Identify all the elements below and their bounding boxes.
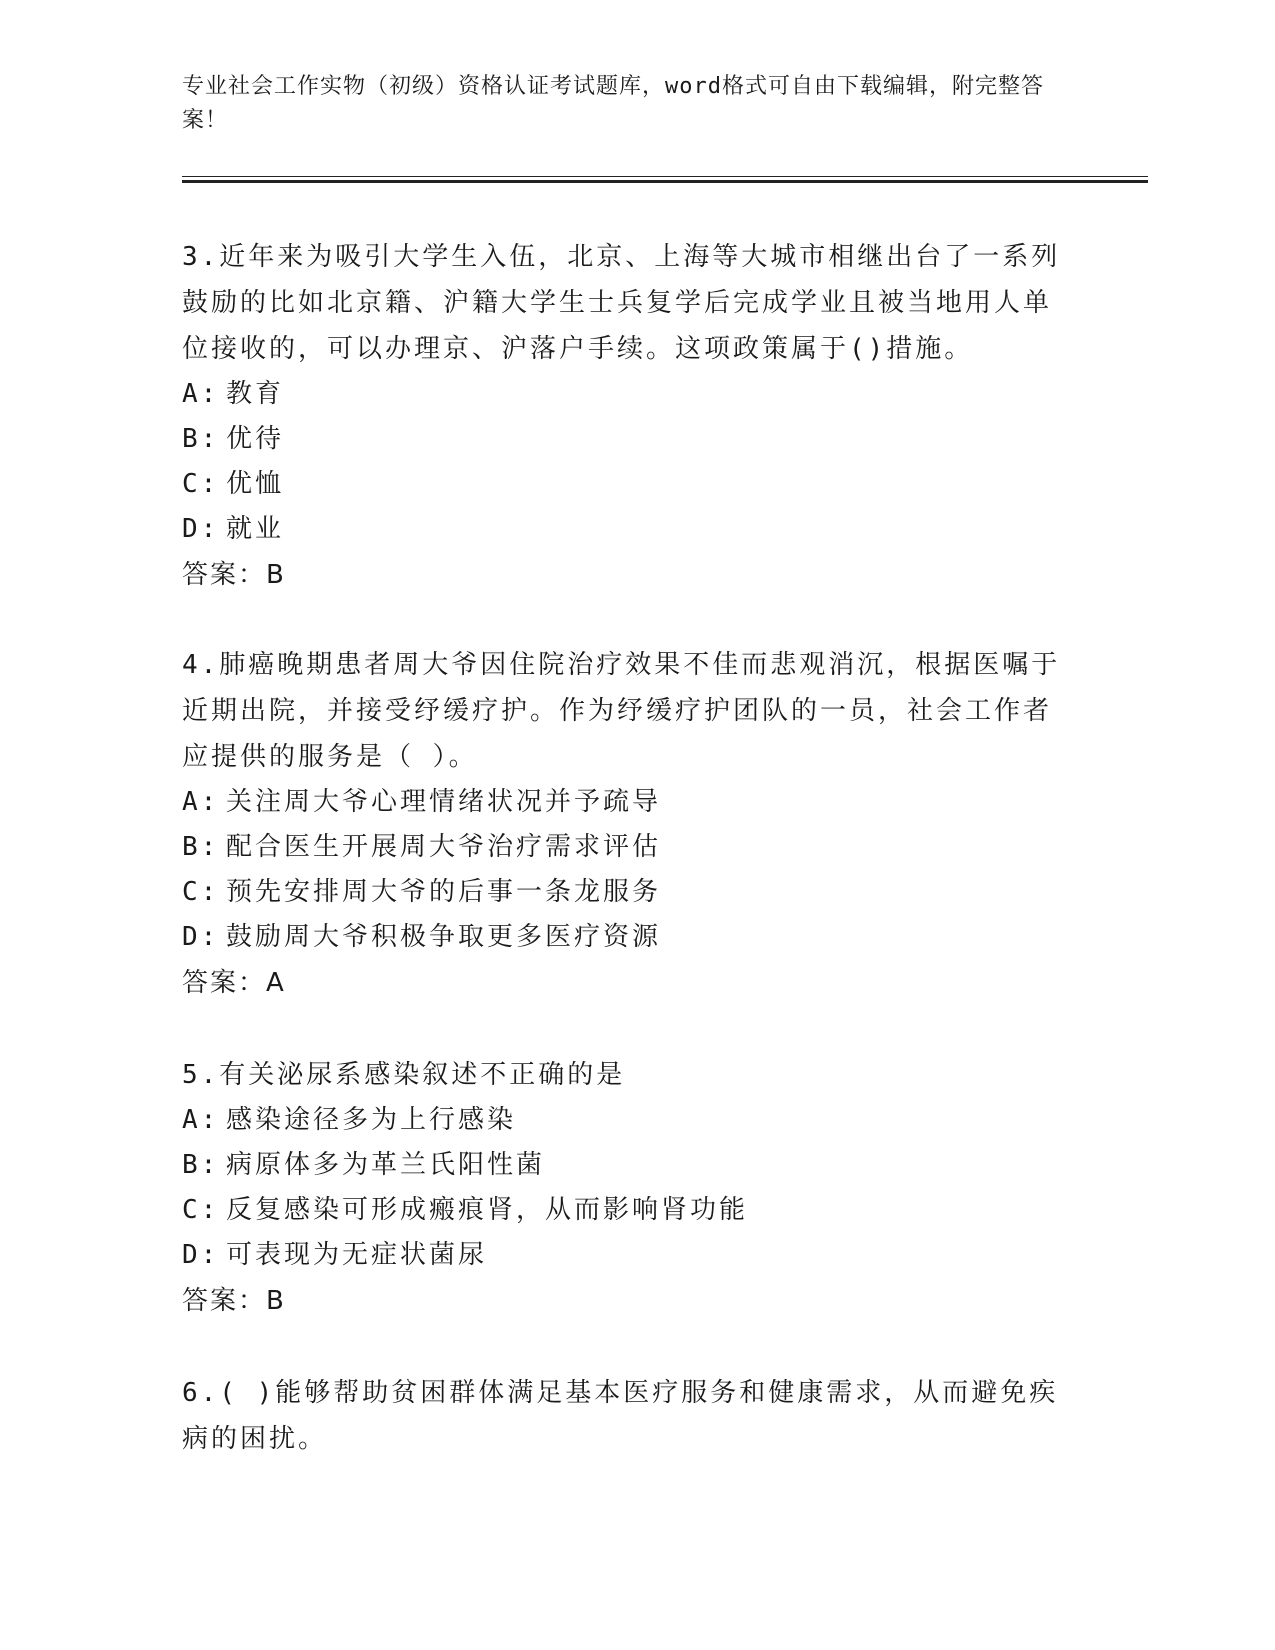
question-6 bbox=[182, 1370, 1062, 1462]
option-text: 反复感染可形成瘢痕肾，从而影响肾功能 bbox=[226, 1195, 749, 1225]
question-3-option-b bbox=[182, 417, 1062, 462]
question-5-option-a bbox=[182, 1098, 1062, 1143]
option-key: A: bbox=[182, 1105, 220, 1135]
question-5-option-c bbox=[182, 1188, 1062, 1233]
option-key: A: bbox=[182, 379, 220, 409]
option-text: 关注周大爷心理情绪状况并予疏导 bbox=[226, 787, 662, 817]
option-key: B: bbox=[182, 424, 220, 454]
option-text: 鼓励周大爷积极争取更多医疗资源 bbox=[226, 922, 662, 952]
option-key: C: bbox=[182, 877, 220, 907]
question-4-option-c bbox=[182, 870, 1062, 915]
document-header: 专业社会工作实物（初级）资格认证考试题库，word格式可自由下载编辑，附完整答案！ bbox=[182, 74, 1044, 133]
option-key: B: bbox=[182, 1150, 220, 1180]
question-3-option-c bbox=[182, 462, 1062, 507]
question-5-option-d bbox=[182, 1233, 1062, 1278]
question-5-text: 5.有关泌尿系感染叙述不正确的是 bbox=[182, 1060, 626, 1090]
option-text: 感染途径多为上行感染 bbox=[226, 1105, 517, 1135]
question-3-text: 3.近年来为吸引大学生入伍，北京、上海等大城市相继出台了一系列鼓励的比如北京籍、沪籍大学生士兵复学后完成学业且被当地用人单位接收的，可以办理京、沪落户手续。这项政策属于()措施。 bbox=[182, 242, 1061, 364]
option-text: 教育 bbox=[226, 379, 285, 409]
option-key: A: bbox=[182, 787, 220, 817]
option-key: C: bbox=[182, 1195, 220, 1225]
header-divider-thick bbox=[182, 180, 1148, 183]
question-3 bbox=[182, 234, 1062, 598]
option-text: 病原体多为革兰氏阳性菌 bbox=[226, 1150, 546, 1180]
question-4-option-b bbox=[182, 825, 1062, 870]
question-3-option-d bbox=[182, 507, 1062, 552]
option-key: D: bbox=[182, 922, 220, 952]
question-4-option-a bbox=[182, 780, 1062, 825]
option-text: 优待 bbox=[226, 424, 285, 454]
question-3-option-a bbox=[182, 372, 1062, 417]
question-3-answer: 答案：B bbox=[182, 560, 286, 590]
question-4-text: 4.肺癌晚期患者周大爷因住院治疗效果不佳而悲观消沉，根据医嘱于近期出院，并接受纾缓疗护。作为纾缓疗护团队的一员，社会工作者应提供的服务是（ ）。 bbox=[182, 650, 1061, 772]
question-4-answer: 答案：A bbox=[182, 968, 286, 998]
question-5 bbox=[182, 1052, 1062, 1324]
question-5-answer: 答案：B bbox=[182, 1286, 286, 1316]
option-key: C: bbox=[182, 469, 220, 499]
question-6-text: 6.( )能够帮助贫困群体满足基本医疗服务和健康需求，从而避免疾病的困扰。 bbox=[182, 1378, 1059, 1454]
option-text: 优恤 bbox=[226, 469, 285, 499]
option-text: 就业 bbox=[226, 514, 285, 544]
option-key: D: bbox=[182, 1240, 220, 1270]
question-5-option-b bbox=[182, 1143, 1062, 1188]
header-divider-thin bbox=[182, 176, 1148, 177]
question-4 bbox=[182, 642, 1062, 1006]
option-text: 配合医生开展周大爷治疗需求评估 bbox=[226, 832, 662, 862]
option-key: D: bbox=[182, 514, 220, 544]
option-text: 预先安排周大爷的后事一条龙服务 bbox=[226, 877, 662, 907]
question-4-option-d bbox=[182, 915, 1062, 960]
option-key: B: bbox=[182, 832, 220, 862]
option-text: 可表现为无症状菌尿 bbox=[226, 1240, 488, 1270]
